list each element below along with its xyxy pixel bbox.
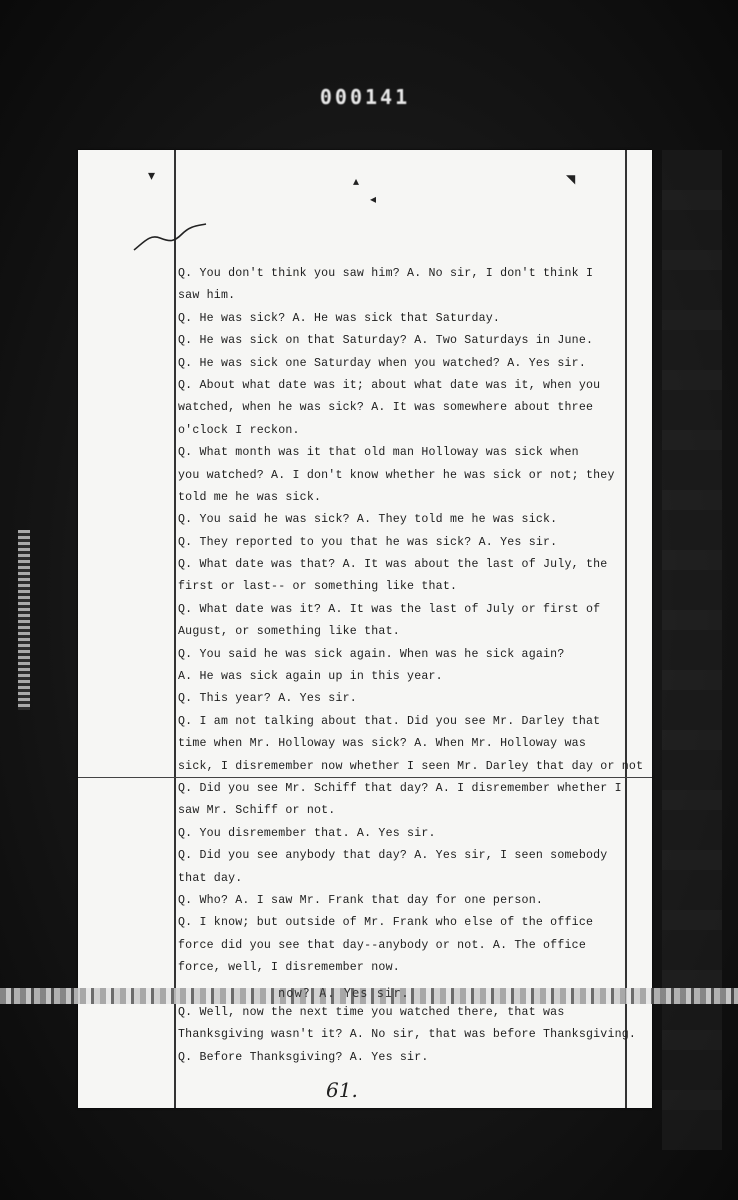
transcript-line: time when Mr. Holloway was sick? A. When Mr. Holloway was [178, 737, 586, 751]
transcript-line: Q. I am not talking about that. Did you see Mr. Darley that [178, 714, 601, 728]
transcript-line: Q. You disremember that. A. Yes sir. [178, 826, 436, 840]
transcript-line: that day. [178, 871, 243, 885]
transcript-line: Q. You said he was sick? A. They told me he was sick. [178, 513, 558, 527]
transcript-line: Q. Did you see Mr. Schiff that day? A. I disremember whether I [178, 781, 622, 795]
transcript-line: saw him. [178, 289, 236, 303]
transcript-page [78, 150, 652, 1108]
transcript-line: sick, I disremember now whether I seen Mr. Darley that day or not [178, 759, 644, 773]
left-margin-rule [174, 150, 176, 1108]
transcript-line: force, well, I disremember now. [178, 961, 400, 975]
transcript-line: Q. What month was it that old man Holloway was sick when [178, 446, 579, 460]
transcript-line: Q. They reported to you that he was sick? A. Yes sir. [178, 535, 558, 549]
pen-scribble [130, 220, 210, 260]
transcript-line: Q. Well, now the next time you watched there, that was [178, 1005, 565, 1019]
transcript-line: Q. You said he was sick again. When was he sick again? [178, 647, 565, 661]
transcript-line: you watched? A. I don't know whether he was sick or not; they [178, 468, 615, 482]
transcript-line: watched, when he was sick? A. It was somewhere about three [178, 401, 594, 415]
transcript-line: Q. Did you see anybody that day? A. Yes sir, I seen somebody [178, 849, 608, 863]
transcript-line: saw Mr. Schiff or not. [178, 804, 336, 818]
transcript-line: Q. What date was that? A. It was about the last of July, the [178, 558, 608, 572]
transcript-line: A. He was sick again up in this year. [178, 670, 443, 684]
transcript-line: Q. He was sick one Saturday when you watched? A. Yes sir. [178, 356, 586, 370]
torn-fragment-text: now? A. Yes sir. [278, 986, 410, 1000]
transcript-line: Q. He was sick on that Saturday? A. Two Saturdays in June. [178, 334, 594, 348]
ink-mark: ◥ [566, 172, 576, 186]
page-number: 61. [326, 1078, 358, 1102]
transcript-line: Q. Who? A. I saw Mr. Frank that day for one person. [178, 893, 544, 907]
ink-mark: ▾ [148, 168, 156, 184]
transcript-lines [178, 263, 644, 1069]
transcript-line: o'clock I reckon. [178, 423, 300, 437]
transcript-line: force did you see that day--anybody or not. A. The office [178, 938, 586, 952]
ink-mark: ◂ [370, 192, 377, 206]
frame-number: 000141 [319, 85, 411, 109]
transcript-line: Q. What date was it? A. It was the last of July or first of [178, 602, 601, 616]
transcript-line: Q. Before Thanksgiving? A. Yes sir. [178, 1050, 429, 1064]
ink-mark: ▴ [353, 174, 360, 188]
transcript-line: August, or something like that. [178, 625, 400, 639]
transcript-line: Thanksgiving wasn't it? A. No sir, that was before Thanksgiving. [178, 1028, 637, 1042]
film-edge-strip [18, 530, 30, 710]
transcript-line: told me he was sick. [178, 490, 322, 504]
transcript-line: Q. This year? A. Yes sir. [178, 692, 357, 706]
transcript-line: Q. He was sick? A. He was sick that Saturday. [178, 311, 501, 325]
transcript-line: first or last-- or something like that. [178, 580, 458, 594]
transcript-line: Q. About what date was it; about what date was it, when you [178, 378, 601, 392]
transcript-line: Q. You don't think you saw him? A. No sir, I don't think I [178, 267, 594, 280]
transcript-line: Q. I know; but outside of Mr. Frank who else of the office [178, 916, 594, 930]
